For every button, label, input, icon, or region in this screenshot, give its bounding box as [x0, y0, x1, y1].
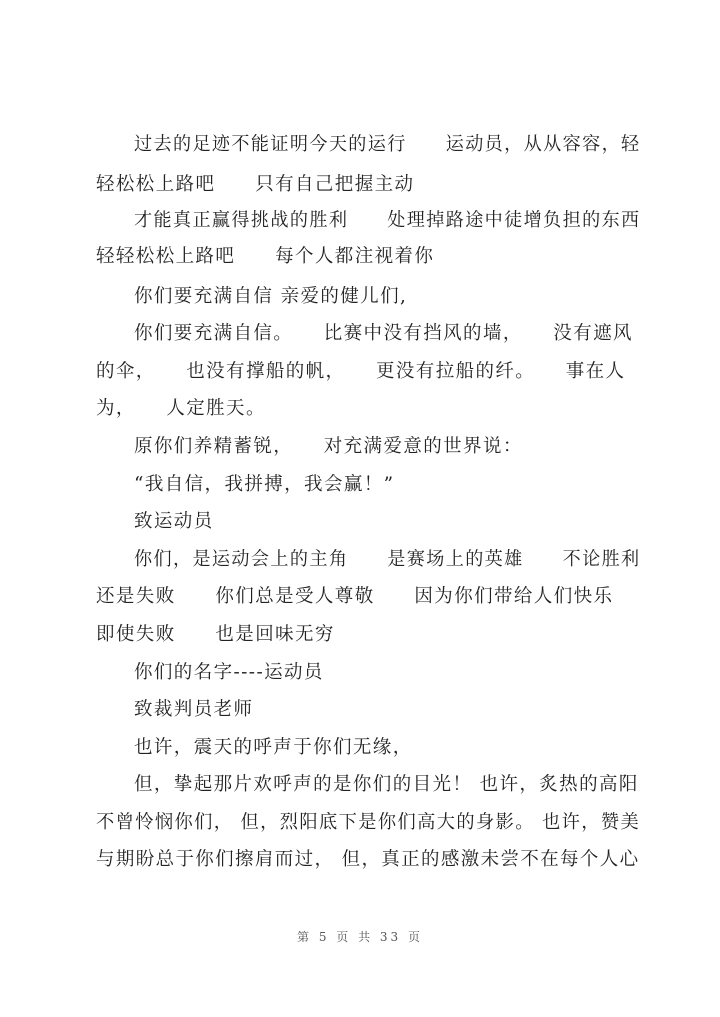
text-line: 不曾怜悯你们， 但，烈阳底下是你们高大的身影。 也许，赞美: [96, 812, 641, 833]
text-line: 你们，是运动会上的主角 是赛场上的英雄 不论胜利: [134, 549, 641, 570]
text-line: 即使失败 也是回味无穷: [96, 624, 335, 645]
text-line: 致裁判员老师: [134, 699, 254, 720]
text-line: 你们要充满自信。 比赛中没有挡风的墙， 没有遮风: [134, 323, 633, 344]
page-number-footer: 第 5 页 共 33 页: [297, 930, 423, 944]
text-line: 还是失败 你们总是受人尊敬 因为你们带给人们快乐: [96, 586, 614, 607]
text-line: 才能真正赢得挑战的胜利 处理掉路途中徒增负担的东西: [134, 210, 641, 231]
text-line: 你们的名字----运动员: [134, 662, 324, 683]
text-line: 原你们养精蓄锐， 对充满爱意的世界说：: [134, 436, 523, 457]
text-line: 过去的足迹不能证明今天的运行 运动员，从从容容，轻: [134, 134, 641, 155]
text-line: 轻松松上路吧 只有自己把握主动: [96, 174, 415, 195]
text-line: 致运动员: [134, 511, 214, 532]
text-line: 但，挚起那片欢呼声的是你们的目光！ 也许，炙热的高阳: [134, 774, 639, 795]
text-line: 与期盼总于你们擦肩而过， 但，真正的感激未尝不在每个人心: [96, 849, 640, 870]
text-line: 轻轻松松上路吧 每个人都注视着你: [96, 246, 435, 267]
text-line: “我自信，我拼搏，我会赢！”: [134, 474, 395, 495]
text-line: 为， 人定胜天。: [96, 398, 266, 419]
text-line: 你们要充满自信 亲爱的健儿们,: [134, 286, 408, 307]
text-line: 的伞， 也没有撑船的帆， 更没有拉船的纤。 事在人: [96, 361, 626, 382]
text-line: 也许，震天的呼声于你们无缘，: [134, 737, 413, 758]
